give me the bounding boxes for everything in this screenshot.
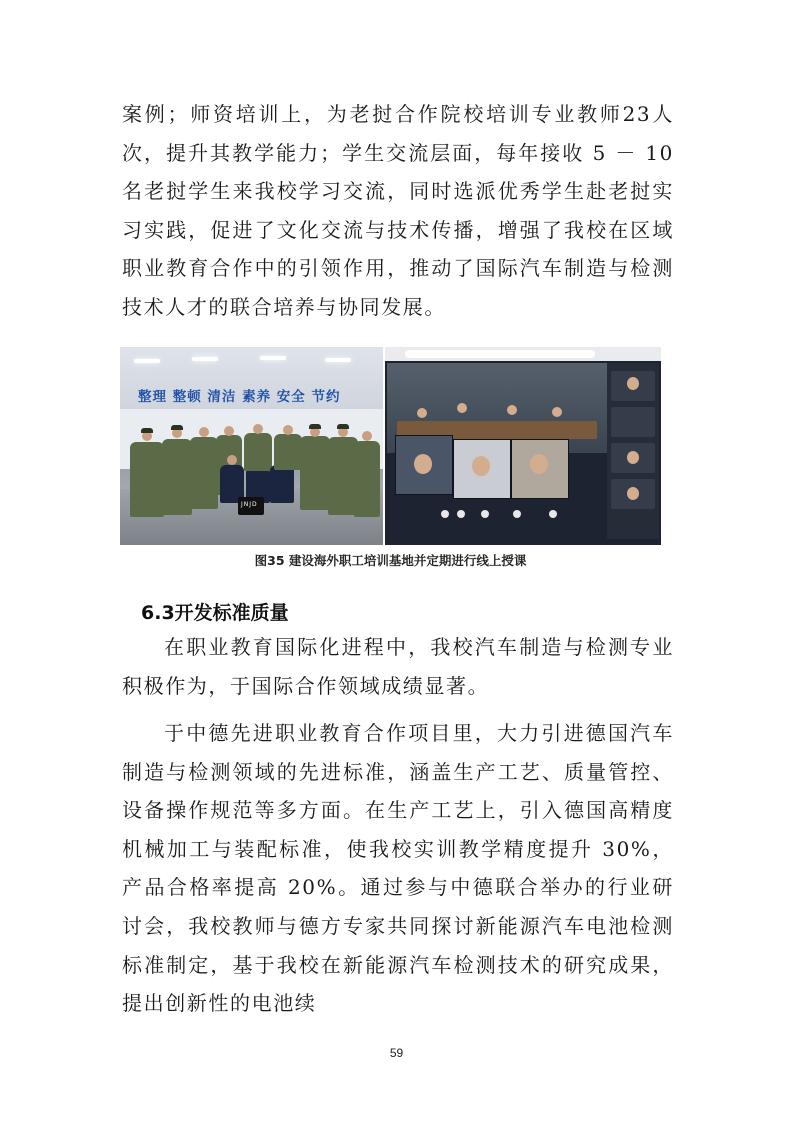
participant-video xyxy=(395,435,453,495)
ceiling-light xyxy=(134,359,160,363)
online-class-screenshot xyxy=(385,347,661,545)
more-icon xyxy=(549,510,557,518)
participant-video xyxy=(453,439,511,499)
training-base-group-photo xyxy=(120,347,383,545)
page-number: 59 xyxy=(389,1046,404,1060)
body-paragraph-2: 在职业教育国际化进程中，我校汽车制造与检测专业积极作为，于国际合作领域成绩显著。 xyxy=(122,635,674,698)
tool-case xyxy=(238,497,264,515)
body-paragraph-3: 于中德先进职业教育合作项目里，大力引进德国汽车制造与检测领域的先进标准，涵盖生产工艺、质量管控、设备操作规范等多方面。在生产工艺上，引入德国高精度机械加工与装配标准，使我校实训教学精度提升 30%，产品合格率提高 20%。通过参与中德联合举办的行业研讨会，我校教师与德方专家共同探讨新能源汽车电池检测标准制定，基于我校在新能源汽车检测技术的研究成果，提出创新性的电池续 xyxy=(122,721,674,1016)
mic-icon xyxy=(441,510,449,518)
participant-video xyxy=(511,439,569,499)
participant-list xyxy=(607,363,659,539)
camera-icon xyxy=(457,510,465,518)
body-paragraph-1: 案例；师资培训上，为老挝合作院校培训专业教师23人次，提升其教学能力；学生交流层面，每年接收 5 － 10 名老挝学生来我校学习交流，同时选派优秀学生赴老挝实习实践，促进了文化交流与技术传播，增强了我校在区域职业教育合作中的引领作用，推动了国际汽车制造与检测技术人才的联合培养与协同发展。 xyxy=(122,102,674,319)
browser-bar xyxy=(385,347,661,361)
figure-caption: 图35 建设海外职工培训基地并定期进行线上授课 xyxy=(254,553,527,568)
tool-case-logo: JNJD xyxy=(241,501,258,508)
section-heading: 6.3开发标准质量 xyxy=(141,602,289,624)
ceiling-light xyxy=(260,356,286,360)
address-bar xyxy=(405,350,595,358)
workshop-slogan: 整理 整顿 清洁 素养 安全 节约 xyxy=(138,389,341,405)
ceiling-light xyxy=(192,357,218,361)
chat-icon xyxy=(513,510,521,518)
ceiling-light xyxy=(325,358,351,362)
share-icon xyxy=(481,510,489,518)
